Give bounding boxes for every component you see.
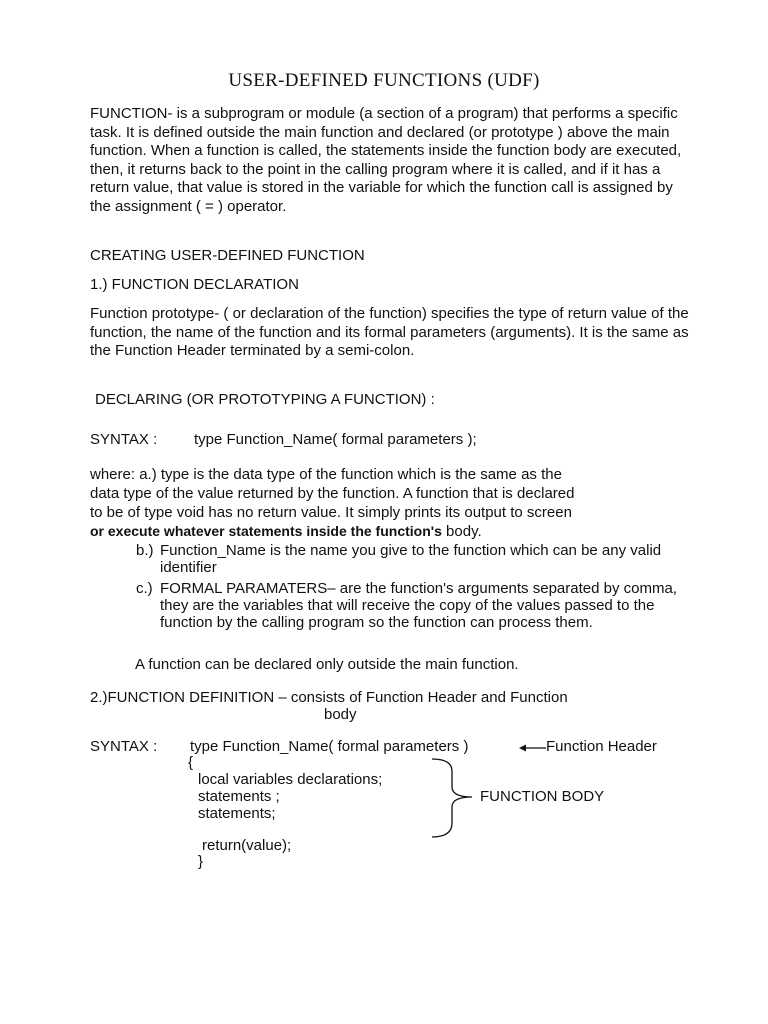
code-line-return: return(value);: [202, 837, 292, 854]
function-declaration-heading: 1.) FUNCTION DECLARATION: [90, 276, 299, 293]
code-line-locals: local variables declarations;: [198, 771, 383, 788]
list-marker: b.): [136, 542, 154, 559]
definition-syntax-label: SYNTAX :: [90, 738, 158, 755]
code-line-statements-1: statements ;: [198, 788, 280, 805]
creating-udf-heading: CREATING USER-DEFINED FUNCTION: [90, 247, 365, 264]
function-prototype-paragraph: Function prototype- ( or declaration of the function) specifies the type of return value of the function, the name of the function and its formal parameters (arguments). It is the same as the Function Header terminated by a semi-colon.: [90, 305, 689, 360]
syntax-label: SYNTAX :: [90, 431, 158, 448]
list-marker: c.): [136, 580, 153, 597]
function-definition-paragraph: FUNCTION- is a subprogram or module (a section of a program) that performs a specific task. It is defined outside the main function and declared (or prototype ) above the main function. When a function is called, the statements inside the function body are executed, then, it returns back to the point in the calling program where it is called, and if it has a return value, that value is stored in the variable for which the function call is assigned by the assignment ( = ) operator.: [90, 105, 682, 215]
where-line-4: [90, 522, 482, 541]
function-definition-heading-cont: body: [324, 706, 357, 723]
list-item-text: FORMAL PARAMATERS– are the function's arguments separated by comma, they are the variables that will receive the copy of the values passed to the function by the calling program so the function can process them.: [160, 580, 677, 631]
parameter-list: [136, 542, 696, 635]
code-line-statements-2: statements;: [198, 805, 276, 822]
close-brace: }: [198, 853, 204, 870]
where-line-3: to be of type void has no return value. It simply prints its output to screen: [90, 504, 572, 521]
function-definition-heading: 2.)FUNCTION DEFINITION – consists of Function Header and Function: [90, 689, 568, 706]
where-line-1: where: a.) type is the data type of the function which is the same as the: [90, 466, 562, 483]
right-curly-brace-icon: [430, 757, 476, 839]
where-line-4-bold: or execute whatever statements inside the function's: [90, 523, 442, 539]
function-body-label: FUNCTION BODY: [480, 788, 605, 805]
where-line-4-rest: body.: [441, 523, 482, 540]
arrow-left-icon: [519, 741, 547, 755]
open-brace: {: [188, 754, 194, 771]
list-item: [136, 542, 696, 576]
prototype-syntax-code: type Function_Name( formal parameters );: [194, 431, 477, 448]
declared-outside-note: A function can be declared only outside the main function.: [135, 656, 519, 673]
list-item-text: Function_Name is the name you give to the function which can be any valid identifier: [160, 542, 662, 576]
function-header-label: Function Header: [546, 738, 657, 755]
where-line-2: data type of the value returned by the function. A function that is declared: [90, 485, 575, 502]
page-title: USER-DEFINED FUNCTIONS (UDF): [228, 70, 540, 91]
declaring-heading: DECLARING (OR PROTOTYPING A FUNCTION) :: [95, 391, 435, 408]
list-item: [136, 580, 696, 631]
function-header-code: type Function_Name( formal parameters ): [190, 738, 469, 755]
